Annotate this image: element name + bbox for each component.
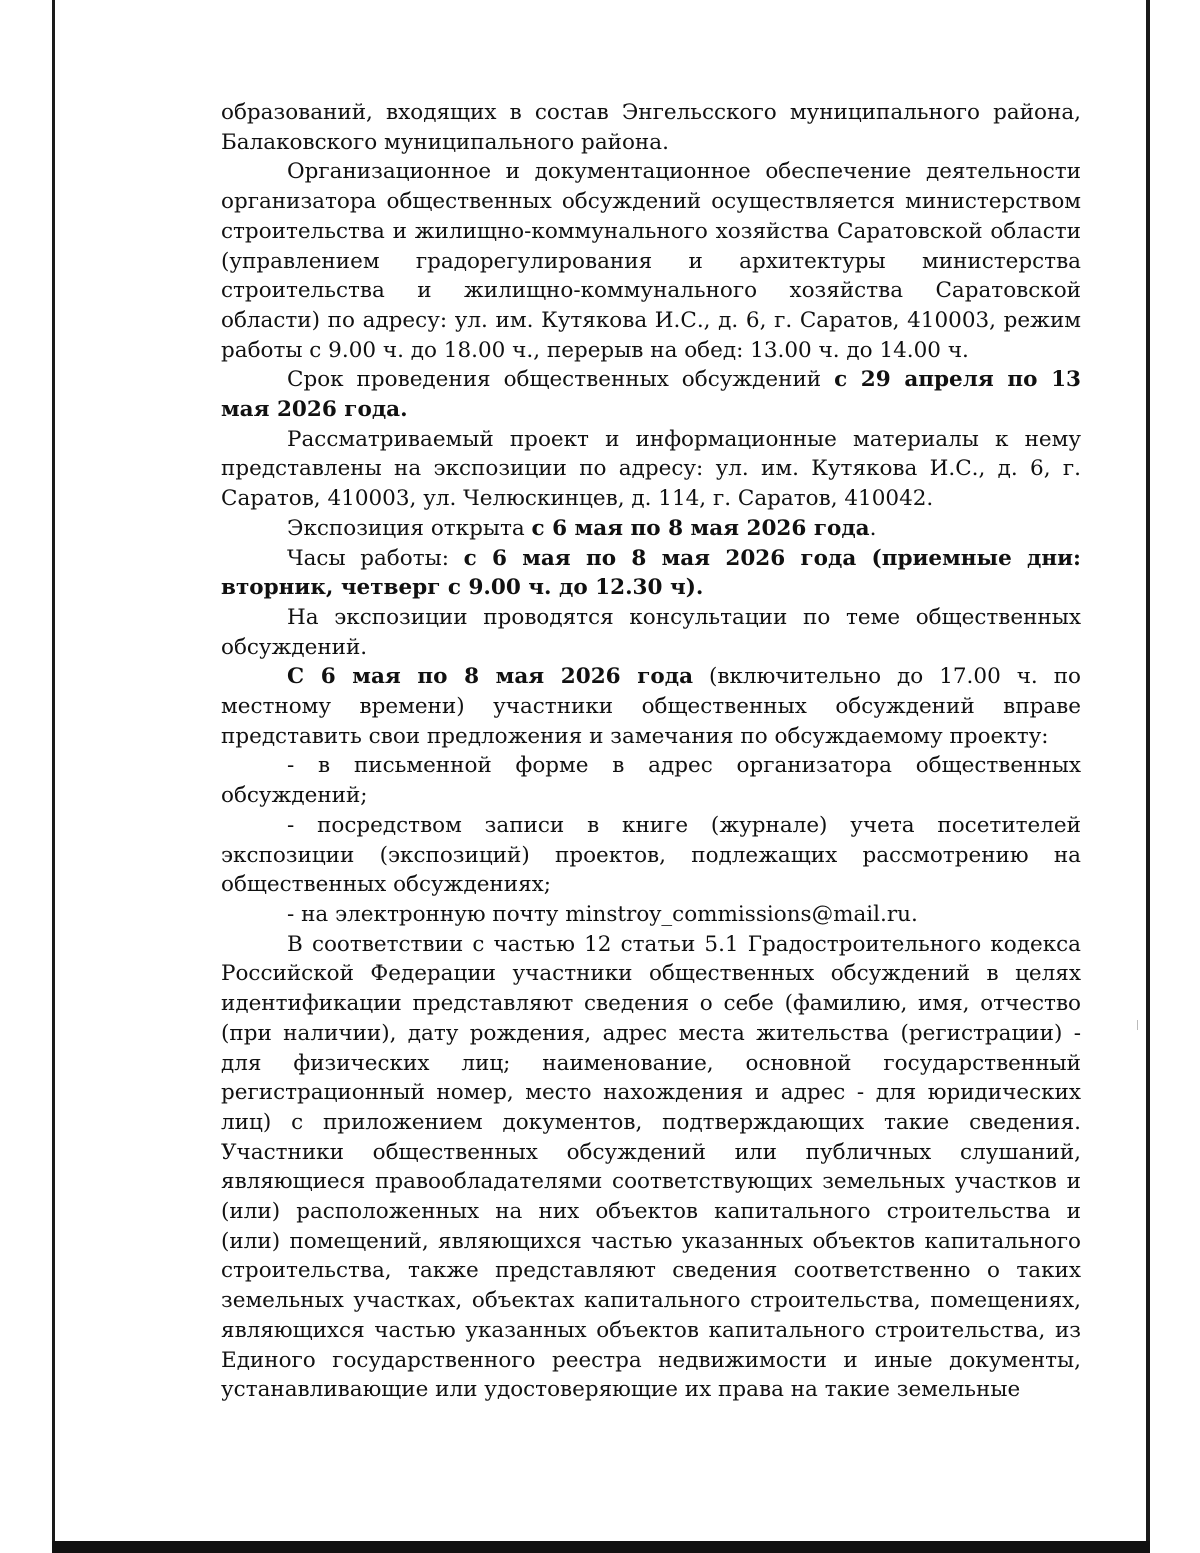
paragraph-11: В соответствии с частью 12 статьи 5.1 Градостроительного кодекса Российской Федерации участники общественных обсуждений в целях идентификации представляют сведения о себе (фамилию, имя, отчество (при наличии), дату рождения, адрес места жительства (регистрации) - для физических лиц; наименование, основной государственный регистрационный номер, место нахождения и адрес - для юридических лиц) с приложением документов, подтверждающих такие сведения. Участники общественных обсуждений или публичных слушаний, являющиеся правообладателями соответствующих земельных участков и (или) расположенных на них объектов капитального строительства и (или) помещений, являющихся частью указанных объектов капитального строительства, также представляют сведения соответственно о таких земельных участках, объектах капитального строительства, помещениях, являющихся частью указанных объектов капитального строительства, из Единого государственного реестра недвижимости и иные документы, устанавливающие или удостоверяющие их права на такие земельные (221, 931, 1081, 1403)
paragraph-9: - посредством записи в книге (журнале) учета посетителей экспозиции (экспозиций) проектов, подлежащих рассмотрению на общественных обсуждениях; (221, 812, 1081, 898)
scan-border-bottom (52, 1541, 1150, 1553)
scan-border-right (1146, 0, 1150, 1553)
scan-border-left (52, 0, 55, 1553)
paragraph-0: образований, входящих в состав Энгельсского муниципального района, Балаковского муниципального района. (221, 100, 1081, 155)
paragraph-8: - в письменной форме в адрес организатора общественных обсуждений; (221, 753, 1081, 809)
paragraph-4: Экспозиция открыта с 6 мая по 8 мая 2026 года. (287, 515, 877, 541)
paragraph-5: Часы работы: с 6 мая по 8 мая 2026 года (приемные дни: вторник, четверг с 9.00 ч. до 12.30 ч). (221, 545, 1081, 601)
paragraph-2: Срок проведения общественных обсуждений с 29 апреля по 13 мая 2026 года. (221, 367, 1081, 423)
paragraph-3: Рассматриваемый проект и информационные материалы к нему представлены на экспозиции по адресу: ул. им. Кутякова И.С., д. 6, г. Саратов, 410003, ул. Челюскинцев, д. 114, г. Саратов, 410042. (221, 426, 1081, 512)
paragraph-7: С 6 мая по 8 мая 2026 года (включительно до 17.00 ч. по местному времени) участники общественных обсуждений вправе представить свои предложения и замечания по обсуждаемому проекту: (221, 664, 1081, 749)
paragraph-10: - на электронную почту minstroy_commissions@mail.ru. (287, 901, 918, 927)
document-body (221, 98, 1081, 1405)
scan-speck (1137, 1020, 1138, 1030)
paragraph-6: На экспозиции проводятся консультации по теме общественных обсуждений. (221, 604, 1081, 660)
paragraph-1: Организационное и документационное обеспечение деятельности организатора общественных обсуждений осуществляется министерством строительства и жилищно-коммунального хозяйства Саратовской области (управлением градорегулирования и архитектуры министерства строительства и жилищно-коммунального хозяйства Саратовской области) по адресу: ул. им. Кутякова И.С., д. 6, г. Саратов, 410003, режим работы с 9.00 ч. до 18.00 ч., перерыв на обед: 13.00 ч. до 14.00 ч. (221, 159, 1081, 363)
